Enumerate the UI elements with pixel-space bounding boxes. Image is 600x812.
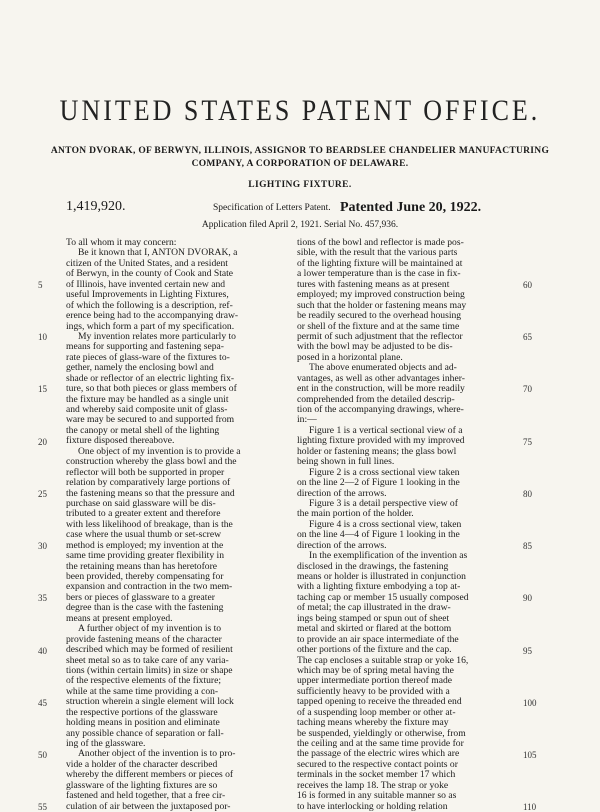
text-line: In the exemplification of the invention as <box>309 551 468 562</box>
line-number: 70 <box>523 384 532 395</box>
text-line: Figure 4 is a cross sectional view, taken <box>309 519 462 530</box>
text-line: and whereby said composite unit of glass- <box>66 405 228 415</box>
text-line: of which the following is a description, ref- <box>66 300 233 311</box>
text-line: Figure 2 is a cross sectional view taken <box>309 467 460 478</box>
text-line: tion of the accompanying drawings, where- <box>297 405 464 415</box>
text-line: holding means in position and eliminate <box>66 718 220 729</box>
text-line: sheet metal so as to take care of any varia- <box>66 655 229 666</box>
line-number: 85 <box>523 541 532 552</box>
text-line: method is employed; my invention at the <box>66 540 224 551</box>
text-line: Another object of the invention is to pro- <box>78 749 236 760</box>
text-line: a lower temperature than is the case in fix- <box>297 269 461 280</box>
text-line: described which may be formed of resilient <box>66 645 233 656</box>
line-number: 25 <box>38 488 47 499</box>
text-line: purchase on said glassware will be dis- <box>66 498 216 509</box>
text-line: tributed to a greater extent and therefore <box>66 509 221 520</box>
text-line: degree than is the case with the fastening <box>66 603 224 614</box>
text-line: permit of such adjustment that the reflector <box>297 331 463 342</box>
right-text-column <box>297 238 515 812</box>
text-line: sufficiently heavy to be provided with a <box>297 686 450 697</box>
text-line: with a lighting fixture embodying a top at- <box>297 582 461 593</box>
text-line: taching cap or member 15 usually composed <box>297 592 469 603</box>
text-line: sible, with the result that the various parts <box>297 248 458 259</box>
text-line: 16 is formed in any suitable manner so as <box>297 791 457 802</box>
line-number: 55 <box>38 802 47 812</box>
line-number: 100 <box>523 697 537 708</box>
assignor-line: ANTON DVORAK, OF BERWYN, ILLINOIS, ASSIGNOR TO BEARDSLEE CHANDELIER MANUFACTURING COMPANY, A CORPORATION OF DELAWARE. <box>50 146 550 169</box>
text-line: the retaining means than has heretofore <box>66 561 218 572</box>
line-number: 105 <box>523 750 537 761</box>
text-line: metal and skirted or flared at the bottom <box>297 624 452 635</box>
text-line: taching means whereby the fixture may <box>297 718 449 729</box>
text-line: on the line 2—2 of Figure 1 looking in the <box>297 478 460 489</box>
text-line: ware may be secured to and supported from <box>66 415 235 426</box>
line-number: 30 <box>38 541 47 552</box>
application-filed-line: Application filed April 2, 1921. Serial No. 457,936. <box>201 220 399 230</box>
text-line: means at present employed. <box>66 613 173 624</box>
line-number: 60 <box>523 279 532 290</box>
text-line: which may be of spring metal having the <box>297 665 454 676</box>
text-line: receives the lamp 18. The strap or yoke <box>297 780 449 791</box>
text-line: One object of my invention is to provide a <box>78 446 241 457</box>
text-line: the respective portions of the glassware <box>66 707 218 718</box>
text-line: such that the holder or fastening means may <box>297 300 467 311</box>
text-line: to have interlocking or holding relation <box>297 801 448 812</box>
text-line: struction wherein a single element will lock <box>66 697 234 708</box>
text-line: of the respective elements of the fixture; <box>66 676 222 687</box>
text-line: reflector will both be supported in proper <box>66 467 225 478</box>
line-number: 90 <box>523 593 532 604</box>
text-line: Figure 3 is a detail perspective view of <box>309 498 458 509</box>
text-line: tions (within certain limits) in size or shape <box>66 665 233 676</box>
text-line: be readily secured to the overhead housing <box>297 311 462 322</box>
text-line: being shown in full lines. <box>297 457 395 468</box>
text-line: disclosed in the drawings, the fastening <box>297 561 449 572</box>
line-number: 40 <box>38 645 47 656</box>
text-line: on the line 4—4 of Figure 1 looking in the <box>297 530 460 541</box>
text-line: to provide an air space intermediate of the <box>297 634 459 645</box>
text-line: ture, so that both pieces or glass members of <box>66 384 237 395</box>
text-line: ing of the glassware. <box>66 739 146 749</box>
text-line: upper intermediate portion thereof made <box>297 676 453 687</box>
line-number: 65 <box>523 332 532 343</box>
text-line: of the lighting fixture will be maintained at <box>297 258 463 269</box>
text-line: be suspended, yieldingly or otherwise, from <box>297 728 466 739</box>
text-line: direction of the arrows. <box>297 540 387 551</box>
left-text-column <box>66 238 278 812</box>
text-line: tures with fastening means as at present <box>297 279 450 290</box>
text-line: case where the usual thumb or set-screw <box>66 530 222 541</box>
text-line: been provided, thereby compensating for <box>66 572 224 582</box>
text-line: Figure 1 is a vertical sectional view of a <box>309 425 463 436</box>
line-number: 95 <box>523 645 532 656</box>
text-line: lighting fixture provided with my improved <box>297 436 465 447</box>
text-line: means for supporting and fastening sepa- <box>66 342 224 353</box>
text-line: rate pieces of glass-ware of the fixtures to- <box>66 352 230 363</box>
text-line: To all whom it may concern: <box>66 238 177 248</box>
text-line: any possible chance of separation or fall- <box>66 728 224 739</box>
text-line: The cap encloses a suitable strap or yoke 16, <box>297 655 469 666</box>
line-number: 15 <box>38 384 47 395</box>
line-number: 75 <box>523 436 532 447</box>
line-number: 80 <box>523 488 532 499</box>
line-number: 50 <box>38 750 47 761</box>
text-line: citizen of the United States, and a resident <box>66 258 228 269</box>
text-line: provide fastening means of the character <box>66 634 222 645</box>
line-number: 10 <box>38 332 47 343</box>
text-line: of a suspending loop member or other at- <box>297 707 456 718</box>
text-line: My invention relates more particularly to <box>78 331 236 342</box>
text-line: shade or reflector of an electric lighting fix- <box>66 373 235 384</box>
text-line: the main portion of the holder. <box>297 509 414 520</box>
text-line: vide a holder of the character described <box>66 759 218 770</box>
text-line: The above enumerated objects and ad- <box>309 363 457 374</box>
text-line: gether, namely the enclosing bowl and <box>66 363 214 374</box>
text-line: with less likelihood of breakage, than is the <box>66 519 233 530</box>
specification-label: Specification of Letters Patent. <box>213 203 331 213</box>
line-number: 110 <box>523 802 537 812</box>
text-line: or shell of the fixture and at the same time <box>297 321 460 332</box>
patented-date: Patented June 20, 1922. <box>340 200 482 215</box>
text-line: the fixture may be handled as a single unit <box>66 394 229 405</box>
text-line: the fastening means so that the pressure and <box>66 488 235 499</box>
text-line: while at the same time providing a con- <box>66 686 219 697</box>
text-line: means or holder is illustrated in conjunction <box>297 572 466 582</box>
text-line: relation by comparatively large portions of <box>66 478 231 489</box>
text-line: holder or fastening means; the glass bowl <box>297 446 457 457</box>
patent-number: 1,419,920. <box>66 199 126 214</box>
text-line: employed; my improved construction being <box>297 290 465 301</box>
text-line: terminals in the socket member 17 which <box>297 770 456 781</box>
text-line: ings, which form a part of my specification. <box>66 321 235 332</box>
text-line: Be it known that I, ANTON DVORAK, a <box>78 248 238 259</box>
text-line: vantages, as well as other advantages inher- <box>297 373 465 384</box>
text-line: the ceiling and at the same time provide for <box>297 739 464 749</box>
text-line: with the bowl may be adjusted to be dis- <box>297 342 453 353</box>
office-heading: UNITED STATES PATENT OFFICE. <box>59 93 541 128</box>
text-line: other portions of the fixture and the cap. <box>297 645 452 656</box>
text-line: fixture disposed thereabove. <box>66 436 175 447</box>
text-line: construction whereby the glass bowl and the <box>66 457 237 468</box>
text-line: same time providing greater flexibility in <box>66 551 224 562</box>
line-number: 35 <box>38 593 47 604</box>
line-number: 45 <box>38 697 47 708</box>
text-line: ings being stamped or spun out of sheet <box>297 613 450 624</box>
text-line: A further object of my invention is to <box>78 624 222 635</box>
text-line: in:— <box>297 415 317 426</box>
line-number: 20 <box>38 436 47 447</box>
patent-subject: LIGHTING FIXTURE. <box>248 180 352 190</box>
text-line: fastened and held together, that a free cir- <box>66 791 226 802</box>
text-line: the passage of the electric wires which are <box>297 749 460 760</box>
text-line: bers or pieces of glassware to a greater <box>66 592 215 603</box>
text-line: comprehended from the detailed descrip- <box>297 394 455 405</box>
text-line: glassware of the lighting fixtures are so <box>66 780 218 791</box>
text-line: tapped opening to receive the threaded end <box>297 697 462 708</box>
text-line: posed in a horizontal plane. <box>297 352 403 363</box>
text-line: erence being had to the accompanying draw- <box>66 311 239 322</box>
text-line: secured to the respective contact points or <box>297 759 458 770</box>
text-line: culation of air between the juxtaposed por- <box>66 801 231 812</box>
text-line: whereby the different members or pieces of <box>66 770 234 781</box>
text-line: direction of the arrows. <box>297 488 387 499</box>
text-line: of Illinois, have invented certain new and <box>66 279 226 290</box>
text-line: expansion and contraction in the two mem- <box>66 582 233 593</box>
text-line: of metal; the cap illustrated in the draw- <box>297 603 451 614</box>
text-line: ent in the construction, will be more readily <box>297 384 465 395</box>
text-line: useful Improvements in Lighting Fixtures, <box>66 290 229 301</box>
line-number: 5 <box>38 279 43 290</box>
text-line: the canopy or metal shell of the lighting <box>66 425 220 436</box>
text-line: tions of the bowl and reflector is made pos- <box>297 238 464 248</box>
text-line: of Berwyn, in the county of Cook and State <box>66 269 234 280</box>
